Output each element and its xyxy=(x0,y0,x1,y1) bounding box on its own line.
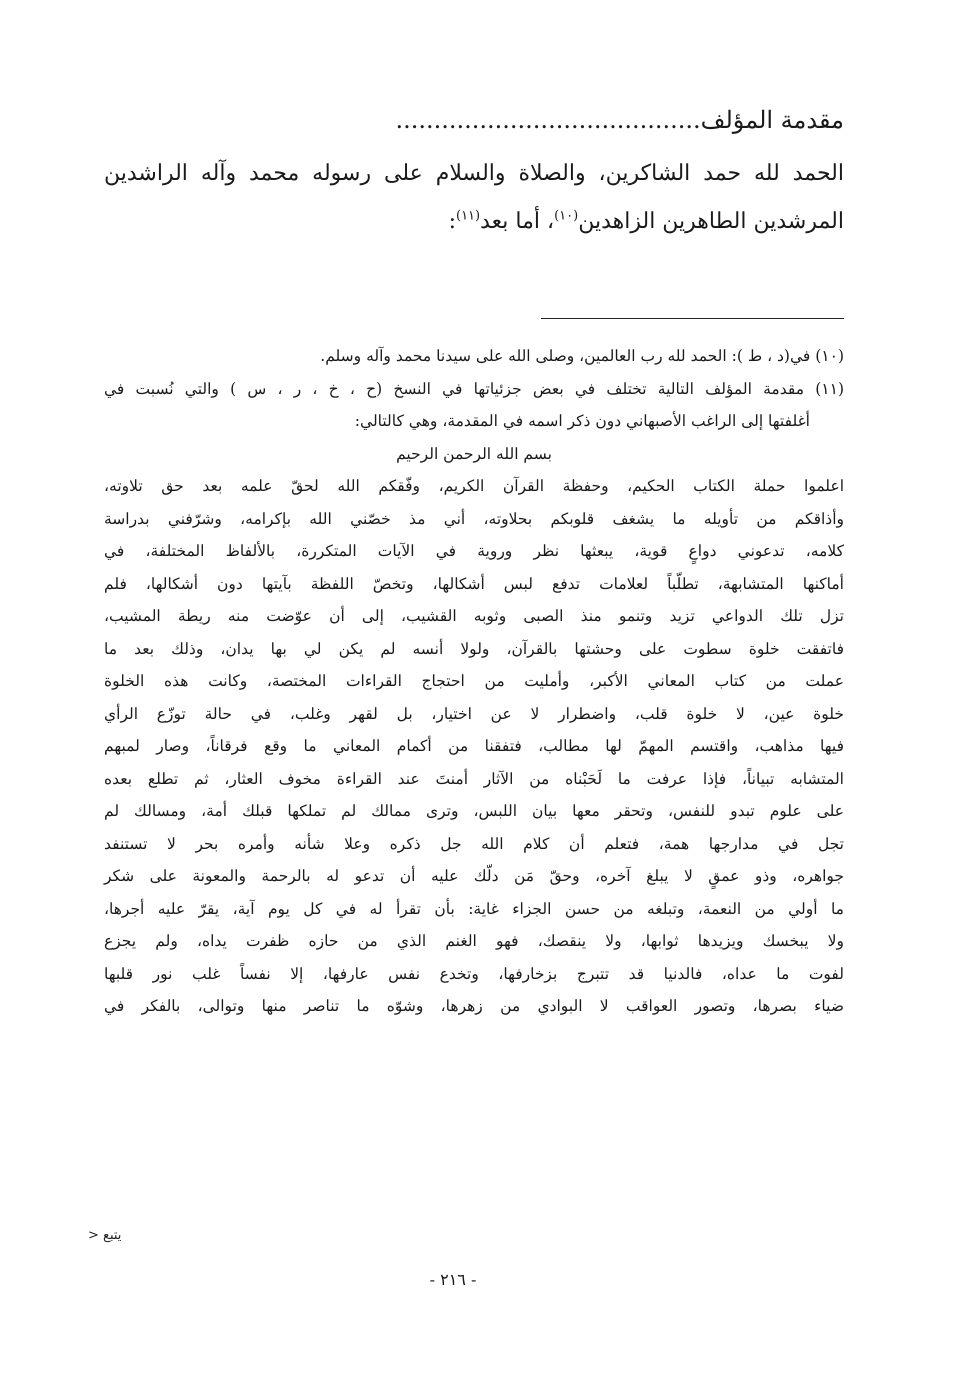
quote-line: ما أولي من النعمة، وتبلغه من حسن الجزاء غاية: بأن تقرأ له في كل يوم آية، يقرّ عليه أجرها، xyxy=(104,899,844,918)
quote-line: لفوت ما عداه، فالدنيا قد تتبرج بزخارفها، وتخدع نفس عارفها، إلا نفساً غلب نور قلبها xyxy=(104,964,844,983)
footnote-10: (١٠) في(د ، ط ): الحمد لله رب العالمين، وصلى الله على سيدنا محمد وآله وسلم. xyxy=(320,347,844,365)
footnote-ref-10: (١٠) xyxy=(554,208,579,224)
footnote-separator xyxy=(541,318,844,319)
quote-line: على علوم تبدو للنفس، وتحقر معها بيان اللبس، وترى ممالك لم تملكها قبلك أمة، ومسالك لم xyxy=(104,802,844,820)
section-heading xyxy=(104,106,844,134)
footnotes xyxy=(104,340,844,1023)
main-line-1: الحمد لله حمد الشاكرين، والصلاة والسلام على رسوله محمد وآله الراشدين xyxy=(104,161,844,186)
quote-line: جواهره، وذو عمقٍ لا يبلغ آخره، وحقّ مَن دلّك عليه أن تدعو له بالرحمة والمعونة على شكر xyxy=(104,867,844,885)
footnote-11: (١١) مقدمة المؤلف التالية تختلف في بعض جزئياتها في النسخ (ح ، خ ، ر ، س ) والتي نُسبت في xyxy=(104,379,844,398)
heading-leader-dots: ........................................ xyxy=(395,106,701,134)
catchword: يتبع < xyxy=(88,1228,122,1243)
heading-title: مقدمة المؤلف xyxy=(700,106,844,134)
quote-line: ولا يبخسك ويزيدها ثوابها، ولا ينقصك، فهو الغنم الذي من حازه ظفرت يداه، ولم يجزع xyxy=(104,932,844,950)
quote-line: اعلموا حملة الكتاب الحكيم، وحفظة القرآن الكريم، وفّقكم الله لحقّ علمه بعد حق تلاوته، xyxy=(104,477,844,495)
quote-line: فيها مذاهب، واقتسم المهمّ لها مطالب، فتفقنا من أكمام المعاني ما وقع فرقاناً، وصار لمبهم xyxy=(104,737,844,755)
quote-line: المتشابه تبياناً، فإذا عرفت ما لَحَبْناه من الآثار أمنتَ عند القراءة مخوف العثار، ثم تطلع بعده xyxy=(104,769,844,788)
quote-line: خلوة عين، لا خلوة قلب، واضطرار لا عن اختيار، بل لقهر وغلب، في حالة توزّع الرأي xyxy=(104,704,844,723)
basmala: بسم الله الرحمن الرحيم xyxy=(396,444,552,463)
quote-line: ضياء بصرها، وتصور العواقب لا البوادي من زهرها، وشوّه ما تناصر منها وتوالى، بالفكر في xyxy=(104,997,844,1015)
quote-line: كلامه، تدعوني دواعٍ قوية، يبعثها نظر وروية في الآيات المتكررة، بالألفاظ المختلفة، في xyxy=(104,542,844,560)
quote-line: وأذاقكم من تأويله ما يشغف قلوبكم بحلاوته، أني مذ خصّني الله بإكرامه، وشرّفني بدراسة xyxy=(104,509,844,528)
continue-arrow-icon: < xyxy=(88,1228,104,1243)
quote-line: أماكنها المتشابهة، تطلّباً لعلامات تدفع لبس أشكالها، وتخصّ اللفظة بآيتها دون أشكالها، فلم xyxy=(104,574,844,593)
quote-line: عملت من كتاب المعاني الأكبر، وأمليت من احتجاج القراءات المختصة، وكانت هذه الخلوة xyxy=(104,672,844,690)
quote-line: تزل تلك الدواعي تزيد وتنمو منذ الصبى وثوبه القشيب، إلى أن عوّضت منه ريطة المشيب، xyxy=(104,607,844,625)
main-line-2: المرشدين الطاهرين الزاهدين$^{(١٠)}$، أما بعد$^{(١١)}$: xyxy=(448,208,844,234)
main-text xyxy=(104,150,844,246)
footnote-11-continued: أغلفتها إلى الراغب الأصبهاني دون ذكر اسمه في المقدمة، وهي كالتالي: xyxy=(354,412,810,430)
quote-line: فاتفقت خلوة سطوت على وحشتها بالقرآن، ولولا أنسه لم يكن لي بها يدان، وذلك بعد ما xyxy=(104,639,844,658)
page-number: - ٢١٦ - xyxy=(429,1270,477,1289)
footnote-ref-11: (١١) xyxy=(455,208,481,224)
quote-line: تجل في مدارجها همة، فتعلم أن كلام الله جل ذكره وعلا شأنه وأمره بحر لا تستنفد xyxy=(104,834,844,853)
